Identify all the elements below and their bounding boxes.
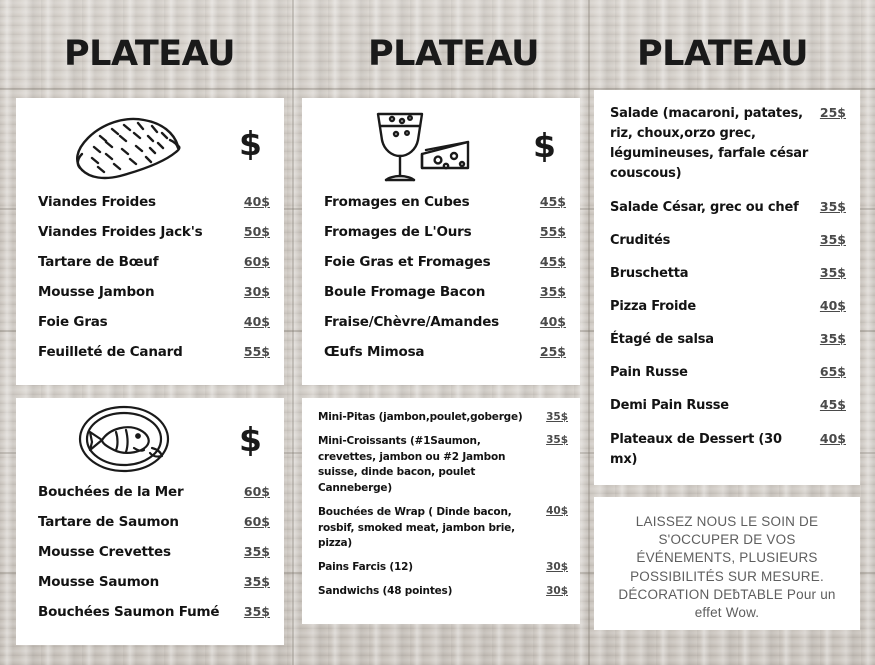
item-price: 65$ — [819, 364, 846, 380]
cheeses-list — [302, 194, 580, 360]
note-card — [594, 497, 860, 630]
menu-item — [318, 560, 568, 576]
item-price: 55$ — [243, 344, 270, 359]
menu-item — [610, 104, 846, 185]
item-name: Boule Fromage Bacon — [324, 284, 486, 300]
item-name: Étagé de salsa — [610, 332, 714, 348]
plank-seam — [588, 0, 590, 665]
salads-card — [594, 90, 860, 485]
item-name: Bouchées de la Mer — [38, 484, 184, 500]
item-price: 35$ — [546, 433, 568, 446]
price-symbol: $ — [239, 420, 262, 459]
item-price: 35$ — [819, 231, 846, 247]
menu-item — [610, 297, 846, 317]
menu-item — [38, 574, 270, 590]
item-name: Demi Pain Russe — [610, 398, 729, 414]
plank-seam — [292, 0, 294, 665]
menu-item — [324, 314, 566, 330]
item-price: 60$ — [243, 514, 270, 529]
menu-item — [610, 363, 846, 383]
item-name: Bruschetta — [610, 265, 689, 281]
menu-item — [324, 254, 566, 270]
item-name: Crudités — [610, 232, 671, 248]
item-price: 60$ — [243, 484, 270, 499]
item-price: 55$ — [539, 224, 566, 239]
item-name: Tartare de Saumon — [38, 514, 179, 530]
item-name: Tartare de Bœuf — [38, 254, 159, 270]
item-price: 30$ — [546, 561, 568, 573]
item-name: Pains Farcis (12) — [318, 561, 413, 573]
salads-list — [594, 90, 860, 470]
note-text: LAISSEZ NOUS LE SOIN DE S'OCCUPER DE VOS ÉVÉNEMENTS, PLUSIEURS POSSIBILITÉS SUR MESURE. DÉCORATION DEƀTABLE Pour un effet Wow. — [618, 514, 836, 621]
item-price: 40$ — [546, 504, 568, 517]
item-name: Viandes Froides — [38, 194, 156, 210]
menu-item — [324, 224, 566, 240]
minis-list — [302, 398, 580, 600]
item-price: 30$ — [546, 584, 568, 597]
menu-item — [318, 584, 568, 600]
fish-plate-icon — [68, 402, 198, 476]
item-name: Mousse Crevettes — [38, 544, 171, 560]
headers — [0, 18, 875, 80]
item-price: 50$ — [243, 224, 270, 239]
item-name: Sandwichs (48 pointes) — [318, 584, 453, 597]
item-price: 45$ — [539, 254, 566, 269]
menu-item — [318, 505, 568, 552]
menu-item — [38, 254, 270, 270]
item-name: Viandes Froides Jack's — [38, 224, 203, 240]
item-price: 40$ — [539, 314, 566, 329]
menu-item — [38, 284, 270, 300]
item-price: 45$ — [539, 194, 566, 209]
price-symbol: $ — [533, 126, 556, 165]
item-price: 25$ — [819, 105, 846, 120]
menu-item — [318, 410, 568, 426]
item-name: Fromages de L'Ours — [324, 224, 472, 240]
menu-item — [38, 484, 270, 500]
menu-item — [38, 194, 270, 210]
item-price: 35$ — [546, 411, 568, 423]
cold-meats-list — [16, 194, 284, 360]
menu-item — [324, 194, 566, 210]
menu-item — [318, 434, 568, 497]
item-price: 40$ — [243, 314, 270, 329]
item-name: Bouchées Saumon Fumé — [38, 604, 220, 620]
item-price: 40$ — [819, 430, 846, 446]
item-name: Foie Gras et Fromages — [324, 254, 491, 270]
item-price: 35$ — [819, 198, 846, 214]
item-name: Mousse Saumon — [38, 574, 160, 590]
price-symbol: $ — [239, 124, 262, 163]
seafood-list — [16, 484, 284, 620]
menu-item — [610, 330, 846, 350]
item-name: Bouchées de Wrap ( Dinde bacon, rosbif, smoked meat, jambon brie, pizza) — [318, 505, 515, 550]
menu-item — [610, 231, 846, 251]
item-name: Pizza Froide — [610, 298, 696, 314]
cheeses-card — [302, 98, 580, 385]
sausage-icon — [66, 106, 196, 190]
menu-item — [610, 396, 846, 416]
menu-item — [38, 544, 270, 560]
menu-item — [610, 198, 846, 218]
item-price: 35$ — [539, 284, 566, 299]
page-title-middle: PLATEAU — [368, 34, 540, 74]
item-price: 40$ — [819, 297, 846, 313]
seafood-header — [16, 398, 284, 484]
menu-item — [610, 264, 846, 284]
menu-item — [38, 344, 270, 360]
item-price: 40$ — [243, 194, 270, 209]
item-name: Fraise/Chèvre/Amandes — [324, 314, 499, 330]
minis-card — [302, 398, 580, 624]
menu-item — [38, 604, 270, 620]
item-price: 35$ — [819, 331, 846, 347]
page-title-right: PLATEAU — [637, 34, 809, 74]
item-name: Pain Russe — [610, 365, 688, 381]
item-price: 45$ — [819, 397, 846, 413]
item-price: 35$ — [243, 544, 270, 559]
seafood-card — [16, 398, 284, 645]
item-name: Foie Gras — [38, 314, 108, 330]
item-name: Salade César, grec ou chef — [610, 199, 799, 215]
item-price: 35$ — [243, 574, 270, 589]
item-price: 35$ — [819, 264, 846, 280]
item-price: 25$ — [539, 344, 566, 359]
item-price: 35$ — [243, 604, 270, 619]
item-name: Mini-Croissants (#1Saumon, crevettes, jambon ou #2 Jambon suisse, dinde bacon, poulet Canneberge) — [318, 434, 506, 494]
page-title-left: PLATEAU — [64, 34, 236, 74]
menu-item — [610, 430, 846, 470]
menu-item — [38, 314, 270, 330]
item-price: 30$ — [243, 284, 270, 299]
item-name: Salade (macaroni, patates, riz, choux,orzo grec, légumineuses, farfale césar couscous) — [610, 106, 809, 182]
item-name: Mini-Pitas (jambon,poulet,goberge) — [318, 411, 523, 423]
menu-item — [324, 284, 566, 300]
item-name: Feuilleté de Canard — [38, 344, 183, 360]
item-name: Fromages en Cubes — [324, 194, 470, 210]
wine-cheese-icon — [350, 106, 480, 190]
item-name: Œufs Mimosa — [324, 344, 425, 360]
cold-meats-header — [16, 98, 284, 194]
menu-item — [38, 514, 270, 530]
item-name: Mousse Jambon — [38, 284, 155, 300]
cold-meats-card — [16, 98, 284, 385]
cheeses-header — [302, 98, 580, 194]
item-name: Plateaux de Dessert (30 mx) — [610, 431, 782, 467]
menu-item — [324, 344, 566, 360]
item-price: 60$ — [243, 254, 270, 269]
menu-item — [38, 224, 270, 240]
